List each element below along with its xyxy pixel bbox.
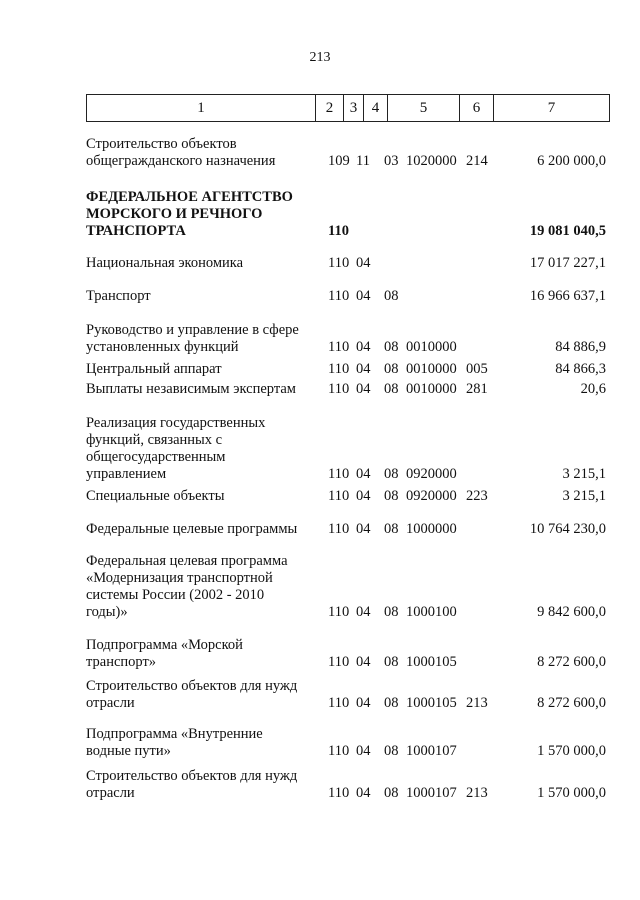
- row-cell-c3: 04: [356, 695, 371, 711]
- row-cell-c5: 0010000: [406, 361, 457, 377]
- row-name-line: Подпрограмма «Морской: [86, 637, 243, 653]
- row-cell-c3: 04: [356, 381, 371, 397]
- row-cell-c3: 04: [356, 288, 371, 304]
- page-number: 213: [309, 50, 331, 65]
- row-cell-c7: 17 017 227,1: [529, 255, 606, 271]
- row-name: [86, 488, 311, 505]
- row-cell-c6: 005: [466, 361, 488, 377]
- row-name-line: Транспорт: [86, 288, 151, 304]
- table-row: [0, 381, 640, 398]
- row-name: [86, 768, 311, 802]
- row-name-line: Реализация государственных: [86, 415, 266, 431]
- row-cell-c6: 213: [466, 785, 488, 801]
- row-cell-c2: 110: [328, 223, 349, 239]
- row-name-line: Подпрограмма «Внутренние: [86, 726, 263, 742]
- row-name: [86, 415, 311, 483]
- column-header-7: 7: [494, 95, 610, 122]
- table-row: [0, 136, 640, 170]
- row-name: [86, 726, 311, 760]
- row-cell-c3: 11: [356, 153, 370, 169]
- row-name-line: Национальная экономика: [86, 255, 244, 271]
- row-cell-c7: 20,6: [580, 381, 606, 397]
- row-cell-c7: 8 272 600,0: [537, 654, 606, 670]
- row-cell-c4: 08: [384, 521, 399, 537]
- column-header-2: 2: [316, 95, 344, 122]
- row-name-line: Строительство объектов для нужд: [86, 678, 298, 694]
- row-cell-c5: 1000107: [406, 743, 457, 759]
- table-row: [0, 255, 640, 272]
- row-cell-c6: 281: [466, 381, 488, 397]
- row-name-line: водные пути»: [86, 743, 171, 759]
- row-cell-c4: 08: [384, 695, 399, 711]
- row-cell-c2: 110: [328, 743, 350, 759]
- row-cell-c3: 04: [356, 255, 371, 271]
- row-name: [86, 288, 311, 305]
- table-row: [0, 637, 640, 671]
- row-name-line: Специальные объекты: [86, 488, 225, 504]
- table-row: [0, 521, 640, 538]
- table-row: [0, 415, 640, 483]
- row-cell-c3: 04: [356, 743, 371, 759]
- row-name: [86, 637, 311, 671]
- table-row: [0, 288, 640, 305]
- table-row: [0, 678, 640, 712]
- row-cell-c3: 04: [356, 785, 371, 801]
- row-name-line: Федеральные целевые программы: [86, 521, 298, 537]
- row-cell-c5: 1000105: [406, 695, 457, 711]
- row-name-line: Строительство объектов: [86, 136, 237, 152]
- row-cell-c5: 1000000: [406, 521, 457, 537]
- row-name-line: транспорт»: [86, 654, 157, 670]
- row-name: [86, 136, 311, 170]
- table-row: [0, 768, 640, 802]
- table-row: [0, 726, 640, 760]
- row-cell-c5: 1020000: [406, 153, 457, 169]
- row-cell-c7: 1 570 000,0: [537, 785, 606, 801]
- row-cell-c6: 214: [466, 153, 488, 169]
- row-name-line: управлением: [86, 466, 167, 482]
- row-name-line: функций, связанных с: [86, 432, 223, 448]
- row-cell-c4: 08: [384, 339, 399, 355]
- row-cell-c7: 3 215,1: [562, 466, 606, 482]
- row-cell-c7: 3 215,1: [562, 488, 606, 504]
- row-name-line: Руководство и управление в сфере: [86, 322, 299, 338]
- row-cell-c3: 04: [356, 521, 371, 537]
- row-cell-c3: 04: [356, 466, 371, 482]
- row-name-line: системы России (2002 - 2010: [86, 587, 265, 603]
- column-header-1: 1: [87, 95, 316, 122]
- row-name-line: ТРАНСПОРТА: [86, 223, 186, 239]
- column-header-4: 4: [364, 95, 388, 122]
- table-row: [0, 488, 640, 505]
- row-name: [86, 521, 311, 538]
- row-cell-c5: 0920000: [406, 488, 457, 504]
- row-name-line: МОРСКОГО И РЕЧНОГО: [86, 206, 263, 222]
- row-name-line: общегосударственным: [86, 449, 226, 465]
- table-row: [0, 189, 640, 240]
- row-cell-c4: 08: [384, 361, 399, 377]
- row-name-line: «Модернизация транспортной: [86, 570, 273, 586]
- row-cell-c4: 08: [384, 743, 399, 759]
- row-cell-c3: 04: [356, 604, 371, 620]
- row-name: [86, 361, 311, 378]
- row-cell-c2: 110: [328, 381, 350, 397]
- column-header-3: 3: [344, 95, 364, 122]
- row-cell-c2: 110: [328, 288, 350, 304]
- row-cell-c7: 10 764 230,0: [529, 521, 606, 537]
- row-cell-c2: 110: [328, 521, 350, 537]
- row-cell-c4: 08: [384, 381, 399, 397]
- row-name-line: установленных функций: [86, 339, 239, 355]
- row-cell-c7: 8 272 600,0: [537, 695, 606, 711]
- row-cell-c4: 03: [384, 153, 399, 169]
- row-name-line: Центральный аппарат: [86, 361, 222, 377]
- row-cell-c7: 6 200 000,0: [537, 153, 606, 169]
- row-cell-c7: 1 570 000,0: [537, 743, 606, 759]
- row-cell-c7: 84 886,9: [555, 339, 606, 355]
- row-cell-c2: 110: [328, 604, 350, 620]
- row-name-line: Выплаты независимым экспертам: [86, 381, 296, 397]
- table-row: [0, 553, 640, 621]
- row-name: [86, 381, 311, 398]
- row-cell-c4: 08: [384, 288, 399, 304]
- row-cell-c5: 0920000: [406, 466, 457, 482]
- row-name-line: общегражданского назначения: [86, 153, 276, 169]
- row-cell-c4: 08: [384, 654, 399, 670]
- row-name: [86, 322, 311, 356]
- row-cell-c5: 0010000: [406, 339, 457, 355]
- row-cell-c6: 213: [466, 695, 488, 711]
- row-cell-c2: 110: [328, 488, 350, 504]
- row-cell-c5: 1000105: [406, 654, 457, 670]
- row-name-line: ФЕДЕРАЛЬНОЕ АГЕНТСТВО: [86, 189, 293, 205]
- row-name-line: Строительство объектов для нужд: [86, 768, 298, 784]
- row-cell-c2: 109: [328, 153, 350, 169]
- row-cell-c4: 08: [384, 488, 399, 504]
- row-cell-c5: 0010000: [406, 381, 457, 397]
- row-cell-c5: 1000107: [406, 785, 457, 801]
- row-cell-c2: 110: [328, 785, 350, 801]
- row-cell-c7: 84 866,3: [555, 361, 606, 377]
- row-cell-c2: 110: [328, 695, 350, 711]
- row-name-line: годы)»: [86, 604, 128, 620]
- row-name-line: отрасли: [86, 695, 135, 711]
- row-name: [86, 678, 311, 712]
- row-cell-c5: 1000100: [406, 604, 457, 620]
- column-header-6: 6: [460, 95, 494, 122]
- row-name-line: Федеральная целевая программа: [86, 553, 288, 569]
- row-cell-c3: 04: [356, 361, 371, 377]
- row-cell-c6: 223: [466, 488, 488, 504]
- row-cell-c4: 08: [384, 604, 399, 620]
- row-cell-c2: 110: [328, 339, 350, 355]
- row-cell-c2: 110: [328, 255, 350, 271]
- row-cell-c2: 110: [328, 654, 350, 670]
- row-cell-c3: 04: [356, 488, 371, 504]
- row-cell-c2: 110: [328, 466, 350, 482]
- column-header-5: 5: [388, 95, 460, 122]
- row-cell-c3: 04: [356, 654, 371, 670]
- row-cell-c7: 19 081 040,5: [529, 223, 606, 239]
- row-name: [86, 189, 311, 240]
- row-name: [86, 255, 311, 272]
- row-cell-c4: 08: [384, 785, 399, 801]
- row-cell-c3: 04: [356, 339, 371, 355]
- row-cell-c2: 110: [328, 361, 350, 377]
- row-name-line: отрасли: [86, 785, 135, 801]
- row-cell-c4: 08: [384, 466, 399, 482]
- row-name: [86, 553, 311, 621]
- row-cell-c7: 9 842 600,0: [537, 604, 606, 620]
- table-row: [0, 322, 640, 356]
- table-row: [0, 361, 640, 378]
- row-cell-c7: 16 966 637,1: [529, 288, 606, 304]
